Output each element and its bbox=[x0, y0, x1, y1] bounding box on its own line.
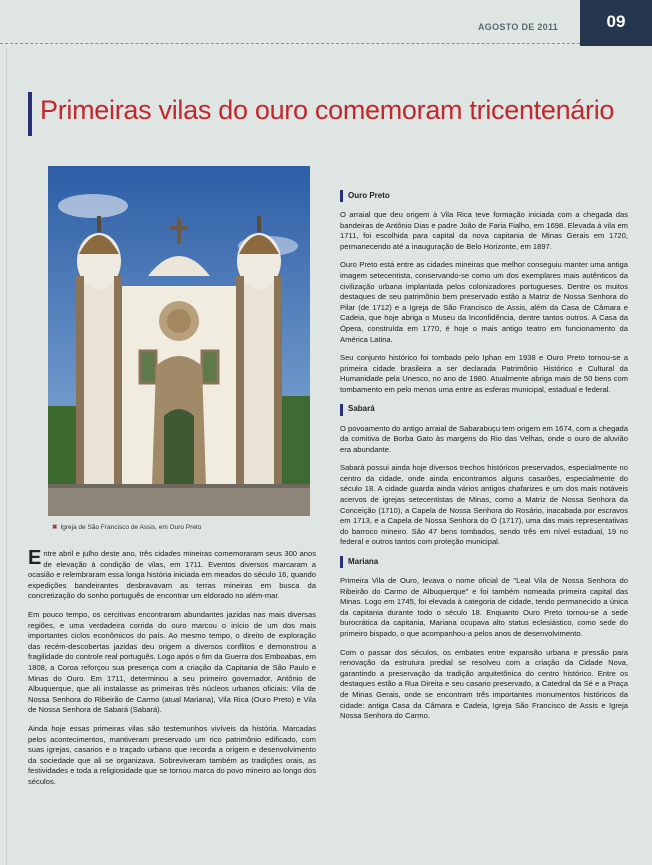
header-dashed-rule bbox=[0, 43, 580, 44]
intro-paragraph-1 bbox=[28, 549, 316, 602]
drop-cap: E bbox=[28, 547, 42, 569]
caption-text: Igreja de São Francisco de Assis, em Ouro Preto bbox=[60, 524, 202, 531]
page-number-badge: 09 bbox=[580, 0, 652, 46]
section-heading-ouro-preto: Ouro Preto bbox=[340, 190, 628, 202]
mariana-paragraph-2: Com o passar dos séculos, os embates entre expansão urbana e pressão para renovação da estrutura predial se resolveu com a criação da Cidade Nova, garantindo a preservação da tradição arquitetônica do centro histórico. Entre os destaques estão a Rua Direita e seu casario preservado, a Catedral da Sé e a Praça de Minas Gerais, onde se encontram três importantes monumentos históricos da cidade: antiga Casa da Câmara e Cadeia, Igreja São Francisco de Assis e Igreja Nossa Senhora do Carmo. bbox=[340, 647, 628, 721]
section-heading-sabara: Sabará bbox=[340, 404, 628, 416]
ouro-preto-paragraph-2: Ouro Preto está entre as cidades mineiras que melhor conseguiu manter uma antiga imagem setecentista, conservando-se como um dos exemplares mais autênticos da civilização urbana implantada pelos colonizadores portugueses. Dentre os muitos destaques de seu patrimônio bem preservado estão a Matriz de Nossa Senhora do Pilar (de 1712) e a Igreja de São Francisco de Assis, além da Casa de Câmara e Cadeia, que hoje abriga o Museu da Inconfidência, dentre tantos outros. A Casa da Ópera, construída em 1770, é hoje o mais antigo teatro em funcionamento da América Latina. bbox=[340, 260, 628, 344]
intro-column bbox=[28, 549, 316, 795]
photo-caption bbox=[52, 523, 201, 531]
ouro-preto-paragraph-1: O arraial que deu origem à Vila Rica teve formação iniciada com a chegada das bandeiras de Antônio Dias e padre João de Faria Fialho, em 1698. Elevada à vila em 1711, foi escolhida para capital da nova capitania de Minas Gerais em 1720, permanecendo até a inauguração de Belo Horizonte, em 1897. bbox=[340, 210, 628, 251]
mariana-paragraph-1: Primeira Vila de Ouro, levava o nome oficial de "Leal Vila de Nossa Senhora do Ribeirão do Carmo de Albuquerque" e foi também nomeada primeira capital das Minas. Logo em 1745, foi elevada à categoria de cidade, tendo permanecido a única da capitania durante todo o século 18. Enquanto Ouro Preto tornou-se a sede burocrática da capitania, Mariana ocupava alto status eclesiástico, como sede do primeiro bispado, o que acompanhou-a pelos anos de desenvolvimento. bbox=[340, 576, 628, 638]
intro-paragraph-2: Em pouco tempo, os cercitivas encontraram abundantes jazidas nas mais diversas regiões, e uma verdadeira corrida do ouro marcou o início de um dos mais importantes ciclos econômicos do país. Ao mesmo tempo, o direito de exploração das recém-descobertas jazidas deu origem a diversos conflitos e demonstrou a fragilidade do controle real português. Logo após o fim da Guerra dos Emboabas, em 1808, a Coroa reforçou sua presença com a criação da Capitania de São Paulo e Minas do Ouro. Em 1711, determinou a seu primeiro governador, Antônio de Albuquerque, que ali instalasse as primeiras três núcleos urbanos oficiais: Vila de Nossa Senhora do Ribeirão de Carmo (atual Mariana), Vila Rica (Ouro Preto) e Vila de Nossa Senhora de Sabará (Sabará). bbox=[28, 609, 316, 715]
church-photo bbox=[48, 166, 310, 516]
caption-marker-icon: ✖ bbox=[52, 524, 58, 531]
sabara-paragraph-2: Sabará possui ainda hoje diversos trechos históricos preservados, especialmente no centro da cidade, onde ainda encontramos alguns casarões, especialmente do século 18. A cidade guarda ainda vários antigos chafarizes e um dos mais notáveis acervos de igrejas setecentistas de Minas, como a Matriz de Nossa Senhora da Conceição (1710), a Capela de Nossa Senhora do Rosário, inacabada por escravos em 1713, e a Capela de Nossa Senhora do Ó (1717), uma das mais representativas do barroco mineiro. São 47 bens tombados, sendo três em nível estadual, 19 no federal e outros tantos com proteção municipal. bbox=[340, 463, 628, 547]
sections-column bbox=[340, 190, 628, 730]
intro-paragraph-3: Ainda hoje essas primeiras vilas são testemunhos vivíveis da história. Marcadas pelos acontecimentos, mantiveram preservado um rico patrimônio edificado, com suas igrejas, casarios e o traçado urbano que recorda a origem e desenvolvimento da sociedade que ali se organizava. Sobreviveram também as tradições orais, as festividades e toda a religiosidade que se tornou marca do povo mineiro ao longo dos séculos. bbox=[28, 723, 316, 786]
section-heading-mariana: Mariana bbox=[340, 556, 628, 568]
title-accent-bar bbox=[28, 92, 32, 136]
article-title: Primeiras vilas do ouro comemoram tricentenário bbox=[40, 95, 615, 125]
page-margin-rule bbox=[6, 48, 7, 865]
intro-paragraph-1-text: ntre abril e julho deste ano, três cidades mineiras comemoraram seus 300 anos de elevação à condição de vilas, em 1711. Eventos diversos marcaram a ocasião e relembraram essa longa história iniciada em meados do século 16, quando expedições bandeirantes desbravavam as terras mineiras em busca da concretização do sonho português de encontrar um eldorado no além-mar. bbox=[28, 549, 316, 601]
ouro-preto-paragraph-3: Seu conjunto histórico foi tombado pelo Iphan em 1938 e Ouro Preto tornou-se a primeira cidade brasileira a ser declarada Patrimônio Histórico e Cultural da Humanidade pela Unesco, no ano de 1980. Atualmente abriga mais de 50 bens com tombamento em pelo menos uma entre as esferas municipal, estadual e federal. bbox=[340, 353, 628, 394]
issue-date: AGOSTO DE 2011 bbox=[478, 22, 559, 32]
church-illustration bbox=[48, 166, 310, 516]
sabara-paragraph-1: O povoamento do antigo arraial de Sabarabuçu tem origem em 1674, com a chegada da comitiva de Borba Gato às margens do Rio das Velhas, onde o ouro de aluvião era abundante. bbox=[340, 423, 628, 454]
